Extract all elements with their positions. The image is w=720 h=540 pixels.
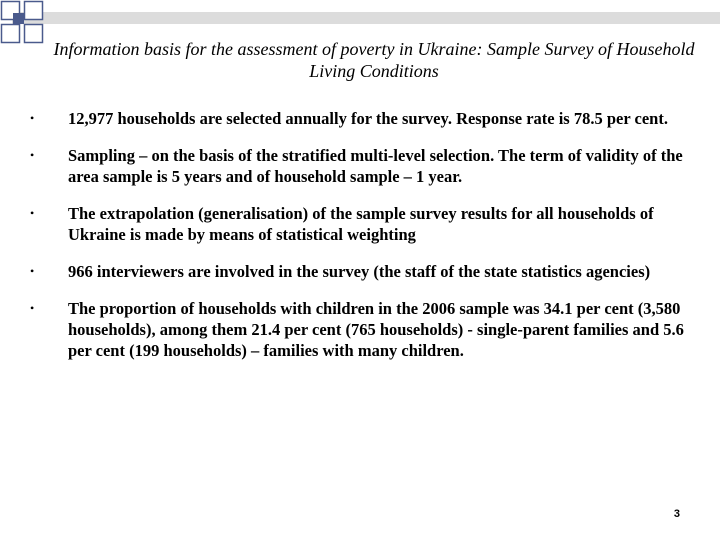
bullet-icon: • bbox=[30, 206, 35, 220]
bullet-icon: • bbox=[30, 148, 35, 162]
bullet-item bbox=[28, 145, 688, 187]
header-square-outline bbox=[2, 25, 20, 43]
slide-title: Information basis for the assessment of poverty in Ukraine: Sample Survey of Household Living Conditions bbox=[53, 39, 695, 81]
bullet-text: 966 interviewers are involved in the survey (the staff of the state statistics agencies) bbox=[68, 262, 651, 281]
bullet-list bbox=[28, 108, 688, 361]
bullet-icon: • bbox=[30, 264, 35, 278]
bullet-icon: • bbox=[30, 301, 35, 315]
header-square-outline bbox=[25, 2, 43, 20]
bullet-item bbox=[28, 298, 688, 361]
bullet-item bbox=[28, 203, 688, 245]
bullet-text: The extrapolation (generalisation) of the sample survey results for all households of Ukraine is made by means of statistical weighting bbox=[68, 204, 654, 244]
bullet-text: Sampling – on the basis of the stratified multi-level selection. The term of validity of the area sample is 5 years and of household sample – 1 year. bbox=[68, 146, 683, 186]
bullet-item bbox=[28, 108, 688, 129]
header-square-outline bbox=[25, 25, 43, 43]
bullet-item bbox=[28, 261, 688, 282]
header-square-filled bbox=[13, 13, 24, 24]
page-number: 3 bbox=[673, 508, 680, 520]
bullet-text: 12,977 households are selected annually for the survey. Response rate is 78.5 per cent. bbox=[68, 109, 668, 128]
header-band bbox=[12, 12, 720, 24]
bullet-text: The proportion of households with children in the 2006 sample was 34.1 per cent (3,580 households), among them 21.4 per cent (765 households) - single-parent families and 5.6 per cent (199 households) – families with many children. bbox=[68, 299, 684, 360]
bullet-icon: • bbox=[30, 111, 35, 125]
